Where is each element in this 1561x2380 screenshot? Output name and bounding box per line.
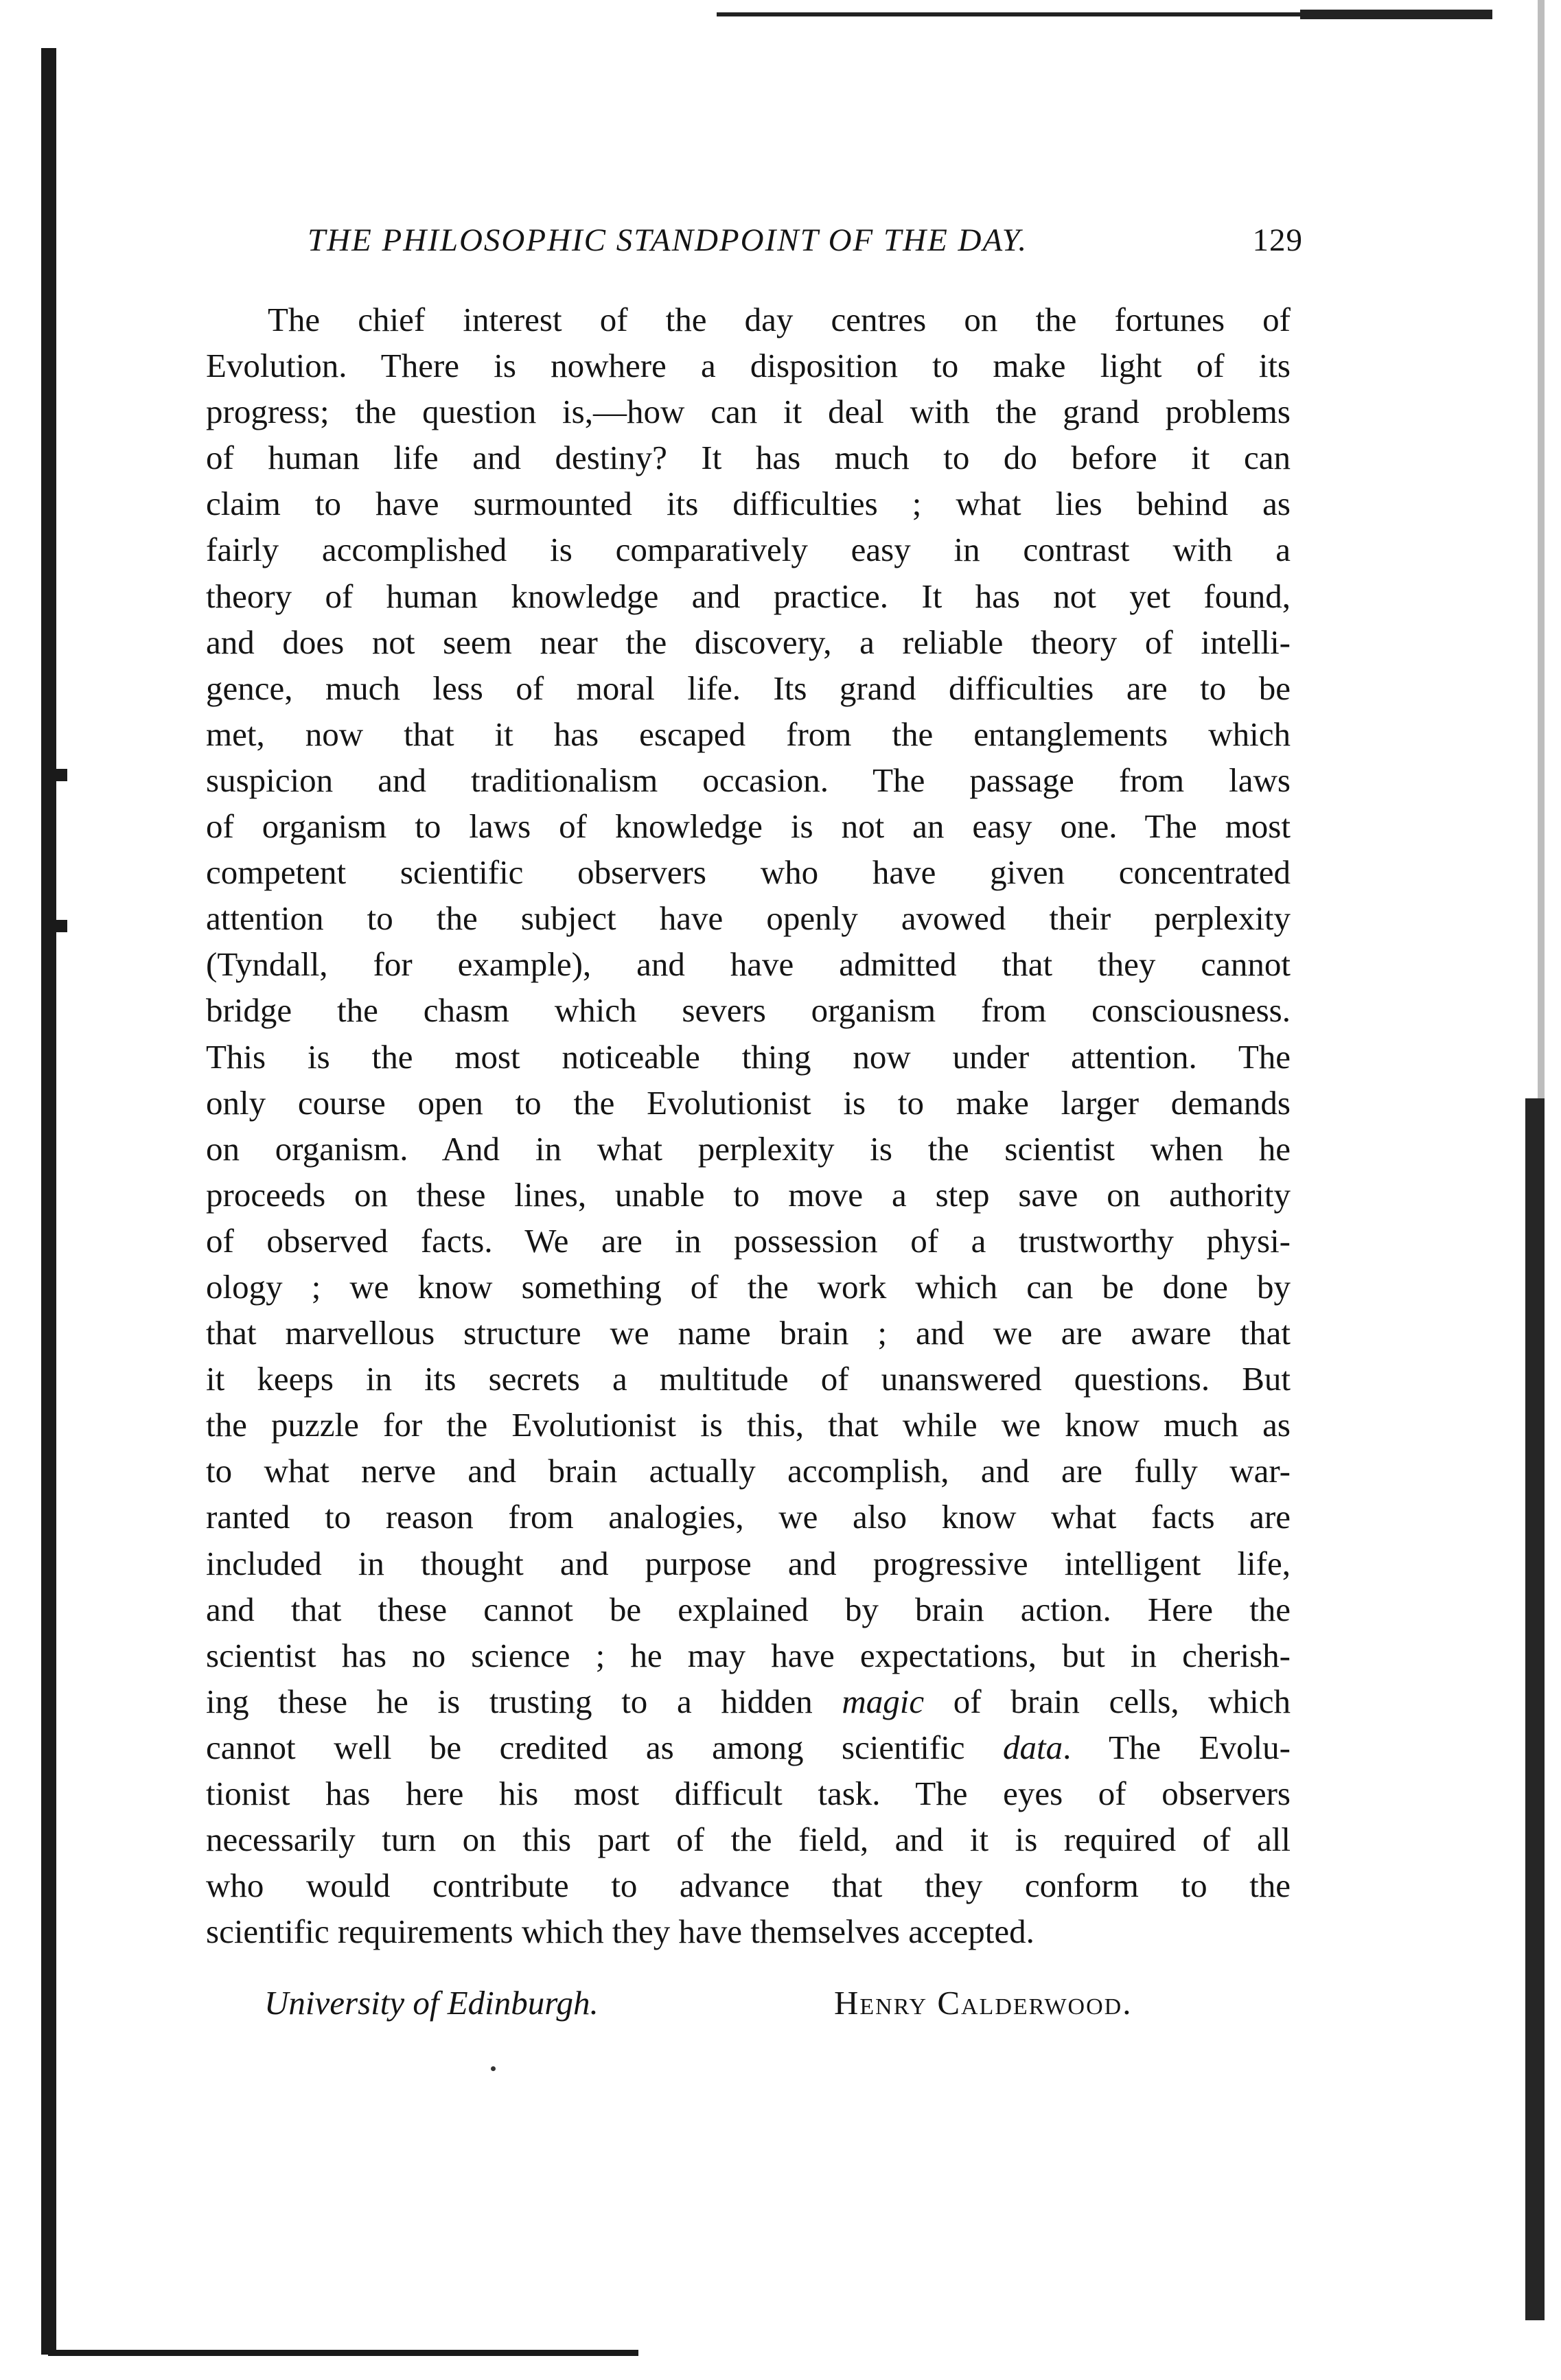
- italic-term: data: [1003, 1728, 1063, 1766]
- scan-border-left-mark: [56, 920, 67, 932]
- body-line: ranted to reason from analogies, we also know what facts are: [206, 1498, 1291, 1536]
- body-line: The chief interest of the day centres on the fortunes of: [268, 301, 1291, 338]
- body-line: scientific requirements which they have themselves accepted.: [206, 1913, 1034, 1951]
- body-line: [206, 1724, 1291, 1770]
- body-line: This is the most noticeable thing now under attention. The: [206, 1037, 1291, 1076]
- ink-speck: [491, 2066, 496, 2071]
- body-line: Evolution. There is nowhere a disposition to make light of its: [206, 347, 1291, 385]
- body-line: fairly accomplished is comparatively easy in contrast with a: [206, 531, 1291, 569]
- body-line: theory of human knowledge and practice. It has not yet found,: [206, 577, 1291, 615]
- body-line: of observed facts. We are in possession of a trustworthy physi-: [206, 1221, 1291, 1260]
- body-line: who would contribute to advance that they conform to the: [206, 1867, 1291, 1905]
- page-number: 129: [1252, 222, 1303, 258]
- italic-term: magic: [842, 1682, 925, 1720]
- body-line: necessarily turn on this part of the field, and it is required of all: [206, 1821, 1291, 1859]
- body-line-segment: cannot well be credited as among scientific: [206, 1728, 965, 1766]
- scan-border-right: [1525, 1098, 1545, 2320]
- body-line: competent scientific observers who have given concentrated: [206, 853, 1291, 892]
- body-line: that marvellous structure we name brain ; and we are aware that: [206, 1314, 1291, 1352]
- body-line: ology ; we know something of the work which can be done by: [206, 1267, 1291, 1306]
- body-line: (Tyndall, for example), and have admitted that they cannot: [206, 945, 1291, 984]
- body-line: on organism. And in what perplexity is the scientist when he: [206, 1129, 1291, 1168]
- author-name: Henry Calderwood.: [834, 1984, 1133, 2022]
- body-line: [206, 1678, 1291, 1724]
- body-line: proceeds on these lines, unable to move a step save on authority: [206, 1175, 1291, 1214]
- body-line-segment: of brain cells, which: [953, 1682, 1291, 1720]
- body-line: and that these cannot be explained by brain action. Here the: [206, 1590, 1291, 1628]
- scan-rule-top-thick: [1300, 10, 1492, 19]
- body-line: scientist has no science ; he may have expectations, but in cherish-: [206, 1636, 1291, 1674]
- body-line: suspicion and traditionalism occasion. The passage from laws: [206, 761, 1291, 799]
- body-line: claim to have surmounted its difficulties ; what lies behind as: [206, 485, 1291, 523]
- body-line: to what nerve and brain actually accomplish, and are fully war-: [206, 1452, 1291, 1490]
- body-line-segment: ing these he is trusting to a hidden: [206, 1682, 813, 1720]
- body-line: tionist has here his most difficult task. The eyes of observers: [206, 1775, 1291, 1812]
- running-head-title: THE PHILOSOPHIC STANDPOINT OF THE DAY.: [308, 222, 1028, 258]
- running-head: [308, 220, 1303, 261]
- body-line: attention to the subject have openly avowed their perplexity: [206, 899, 1291, 938]
- body-line: it keeps in its secrets a multitude of unanswered questions. But: [206, 1360, 1291, 1398]
- body-line: included in thought and purpose and progressive intelligent life,: [206, 1544, 1291, 1582]
- scan-border-left: [41, 48, 56, 2355]
- body-line: only course open to the Evolutionist is to make larger demands: [206, 1083, 1291, 1122]
- body-line: the puzzle for the Evolutionist is this, that while we know much as: [206, 1406, 1291, 1444]
- body-line: of human life and destiny? It has much to do before it can: [206, 439, 1291, 477]
- scan-border-right-light: [1538, 0, 1545, 1098]
- body-line: of organism to laws of knowledge is not an easy one. The most: [206, 807, 1291, 846]
- author-affiliation: University of Edinburgh.: [264, 1984, 599, 2022]
- body-line: met, now that it has escaped from the entanglements which: [206, 715, 1291, 753]
- body-line: progress; the question is,—how can it deal with the grand problems: [206, 393, 1291, 431]
- body-line: bridge the chasm which severs organism from consciousness.: [206, 991, 1291, 1030]
- body-paragraph: [206, 297, 1291, 1954]
- body-line: and does not seem near the discovery, a reliable theory of intelli-: [206, 623, 1291, 661]
- scan-border-left-mark: [56, 769, 67, 781]
- body-line: gence, much less of moral life. Its grand difficulties are to be: [206, 669, 1291, 707]
- body-line-segment: . The Evolu-: [1063, 1728, 1291, 1766]
- scan-rule-bottom: [48, 2350, 638, 2356]
